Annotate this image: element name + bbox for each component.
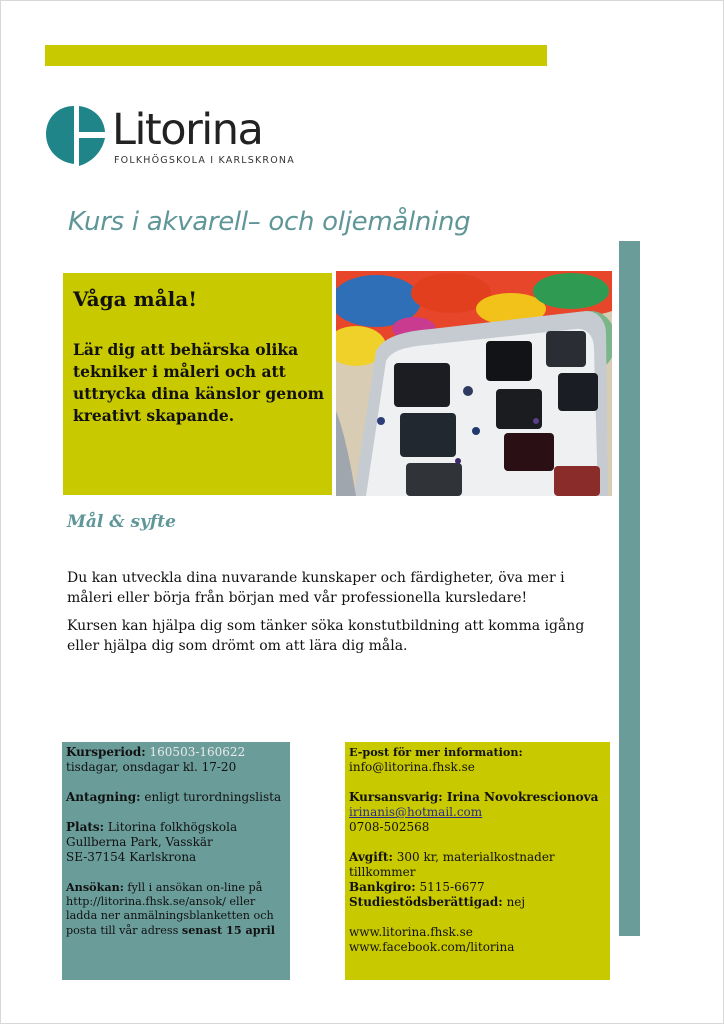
- place-line-1: Litorina folkhögskola: [107, 820, 238, 834]
- fee-label: Avgift:: [349, 850, 393, 864]
- promo-text: Lär dig att behärska olika tekniker i måleri och att uttrycka dina känslor genom kreativt skapande.: [73, 340, 325, 425]
- promo-box: [63, 273, 332, 495]
- facebook-link[interactable]: www.facebook.com/litorina: [349, 940, 515, 954]
- purpose-paragraph-1: Du kan utveckla dina nuvarande kunskaper och färdigheter, öva mer i måleri eller börja från början med vår professionella kursledare!: [67, 570, 565, 606]
- contact-box: [345, 742, 610, 980]
- watercolor-palette-photo: [336, 271, 612, 496]
- apply-deadline: senast 15 april: [181, 923, 275, 937]
- grant-value: nej: [506, 895, 526, 909]
- bankgiro-label: Bankgiro:: [349, 880, 416, 894]
- responsible-label: Kursansvarig: Irina Novokrescionova: [349, 790, 599, 804]
- schedule-text: tisdagar, onsdagar kl. 17-20: [66, 760, 237, 774]
- website-link[interactable]: www.litorina.fhsk.se: [349, 925, 473, 939]
- purpose-paragraph-2: Kursen kan hjälpa dig som tänker söka konstutbildning att komma igång eller hjälpa dig som drömt om att lära dig måla.: [67, 618, 585, 654]
- grant-label: Studiestödsberättigad:: [349, 895, 503, 909]
- place-label: Plats:: [66, 820, 105, 834]
- responsible-email-link[interactable]: irinanis@hotmail.com: [349, 805, 483, 819]
- purpose-heading: Mål & syfte: [67, 512, 176, 532]
- logo-name: Litorina: [112, 105, 263, 155]
- logo-subtitle: FOLKHÖGSKOLA I KARLSKRONA: [114, 155, 295, 166]
- period-label: Kursperiod:: [66, 745, 146, 759]
- period-value: 160503-160622: [149, 745, 246, 759]
- course-details-box: [62, 742, 290, 980]
- apply-text: fyll i ansökan on-line på http://litorina.fhsk.se/ansok/ eller ladda ner anmälningsblanketten och posta till vår adress: [66, 881, 274, 937]
- promo-heading: Våga måla!: [73, 287, 198, 311]
- bankgiro-value: 5115-6677: [419, 880, 485, 894]
- place-line-3: SE-37154 Karlskrona: [66, 850, 197, 864]
- admission-label: Antagning:: [66, 790, 141, 804]
- email-value[interactable]: info@litorina.fhsk.se: [349, 760, 475, 774]
- litorina-logo: [44, 104, 304, 170]
- place-line-2: Gullberna Park, Vasskär: [66, 835, 213, 849]
- right-accent-strip: [619, 241, 640, 936]
- top-accent-bar: [45, 45, 547, 66]
- apply-label: Ansökan:: [66, 880, 124, 894]
- admission-value: enligt turordningslista: [144, 790, 282, 804]
- page-title: Kurs i akvarell– och oljemålning: [68, 207, 471, 237]
- fee-value: 300 kr, materialkostnader tillkommer: [349, 850, 555, 879]
- email-label: E-post för mer information:: [349, 745, 523, 759]
- litorina-logo-icon: [44, 104, 108, 168]
- responsible-phone: 0708-502568: [349, 820, 430, 834]
